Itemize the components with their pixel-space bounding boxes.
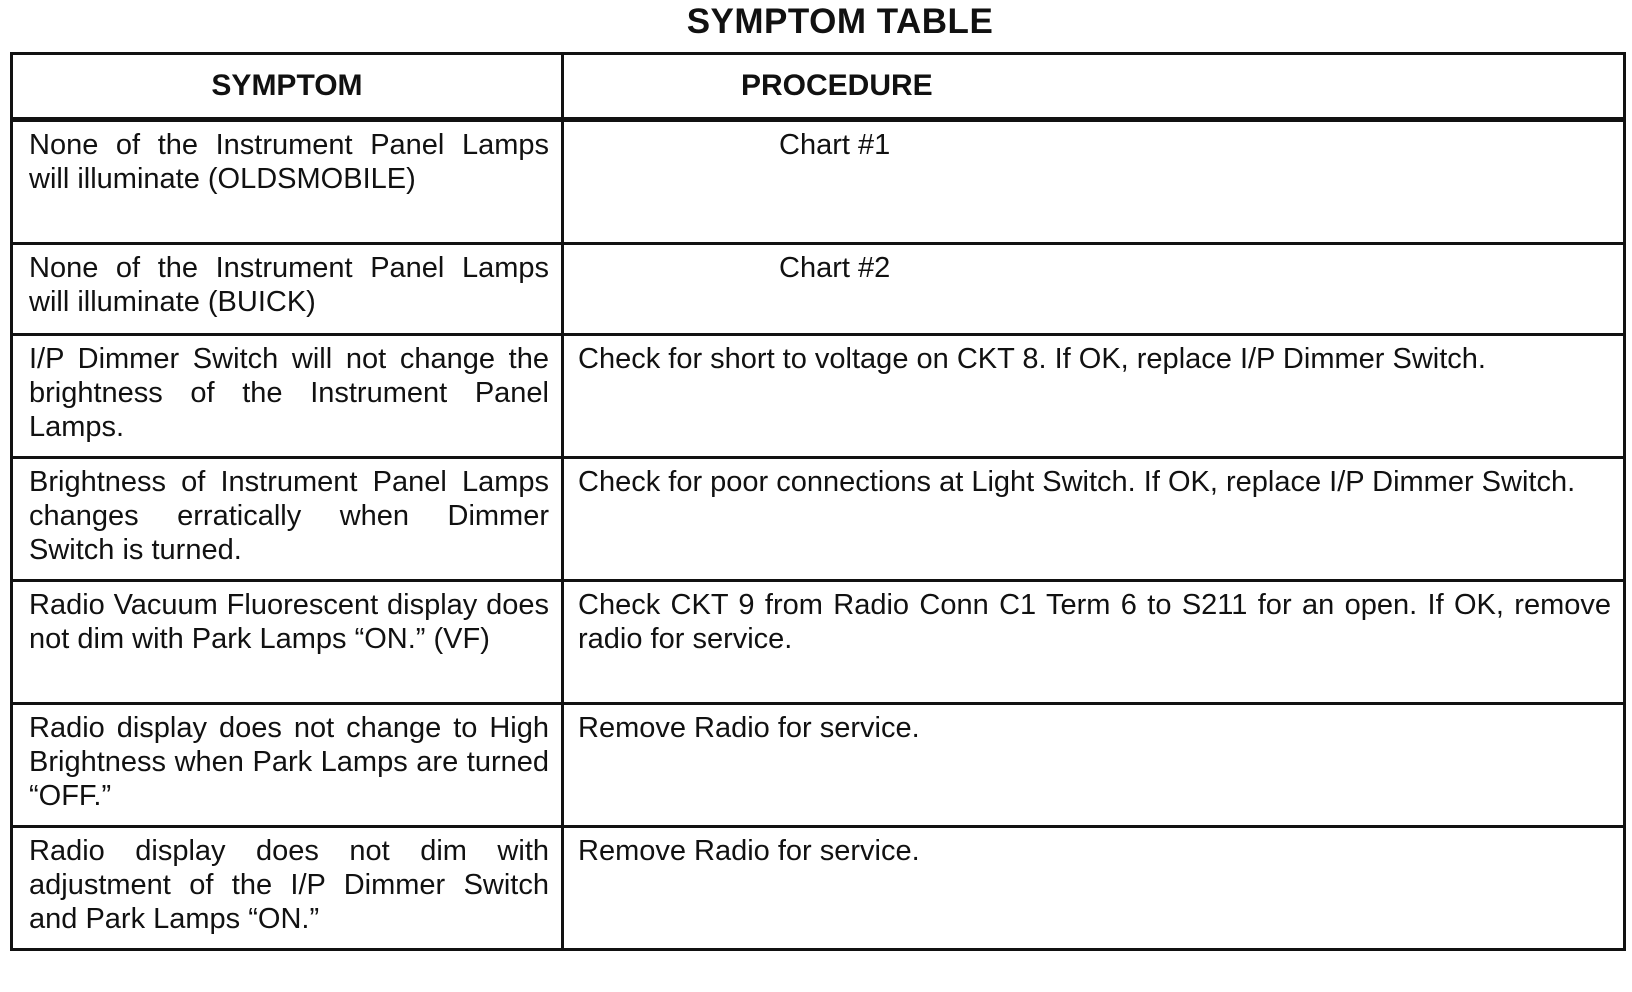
- procedure-cell: Check for poor connections at Light Switch. If OK, replace I/P Dimmer Switch.: [563, 458, 1625, 581]
- procedure-column-header: PROCEDURE: [563, 54, 1625, 120]
- symptom-table: [10, 52, 1626, 951]
- table-row: [12, 458, 1625, 581]
- table-row: [12, 244, 1625, 335]
- table-row: [12, 335, 1625, 458]
- symptom-cell: Radio Vacuum Fluorescent display does not dim with Park Lamps “ON.” (VF): [12, 581, 563, 704]
- symptom-column-header: SYMPTOM: [12, 54, 563, 120]
- symptom-cell: I/P Dimmer Switch will not change the brightness of the Instrument Panel Lamps.: [12, 335, 563, 458]
- procedure-cell: Chart #2: [563, 244, 1625, 335]
- table-header-row: [12, 54, 1625, 120]
- symptom-cell: Radio display does not change to High Brightness when Park Lamps are turned “OFF.”: [12, 704, 563, 827]
- procedure-cell: Chart #1: [563, 120, 1625, 244]
- symptom-cell: Brightness of Instrument Panel Lamps changes erratically when Dimmer Switch is turned.: [12, 458, 563, 581]
- table-row: [12, 581, 1625, 704]
- symptom-cell: None of the Instrument Panel Lamps will illuminate (BUICK): [12, 244, 563, 335]
- symptom-cell: None of the Instrument Panel Lamps will illuminate (OLDSMOBILE): [12, 120, 563, 244]
- table-row: [12, 704, 1625, 827]
- table-row: [12, 827, 1625, 950]
- procedure-cell: Remove Radio for service.: [563, 704, 1625, 827]
- page-title: SYMPTOM TABLE: [686, 2, 994, 41]
- procedure-cell: Remove Radio for service.: [563, 827, 1625, 950]
- procedure-cell: Check for short to voltage on CKT 8. If OK, replace I/P Dimmer Switch.: [563, 335, 1625, 458]
- procedure-cell: Check CKT 9 from Radio Conn C1 Term 6 to S211 for an open. If OK, remove radio for service.: [563, 581, 1625, 704]
- table-row: [12, 120, 1625, 244]
- symptom-cell: Radio display does not dim with adjustment of the I/P Dimmer Switch and Park Lamps “ON.”: [12, 827, 563, 950]
